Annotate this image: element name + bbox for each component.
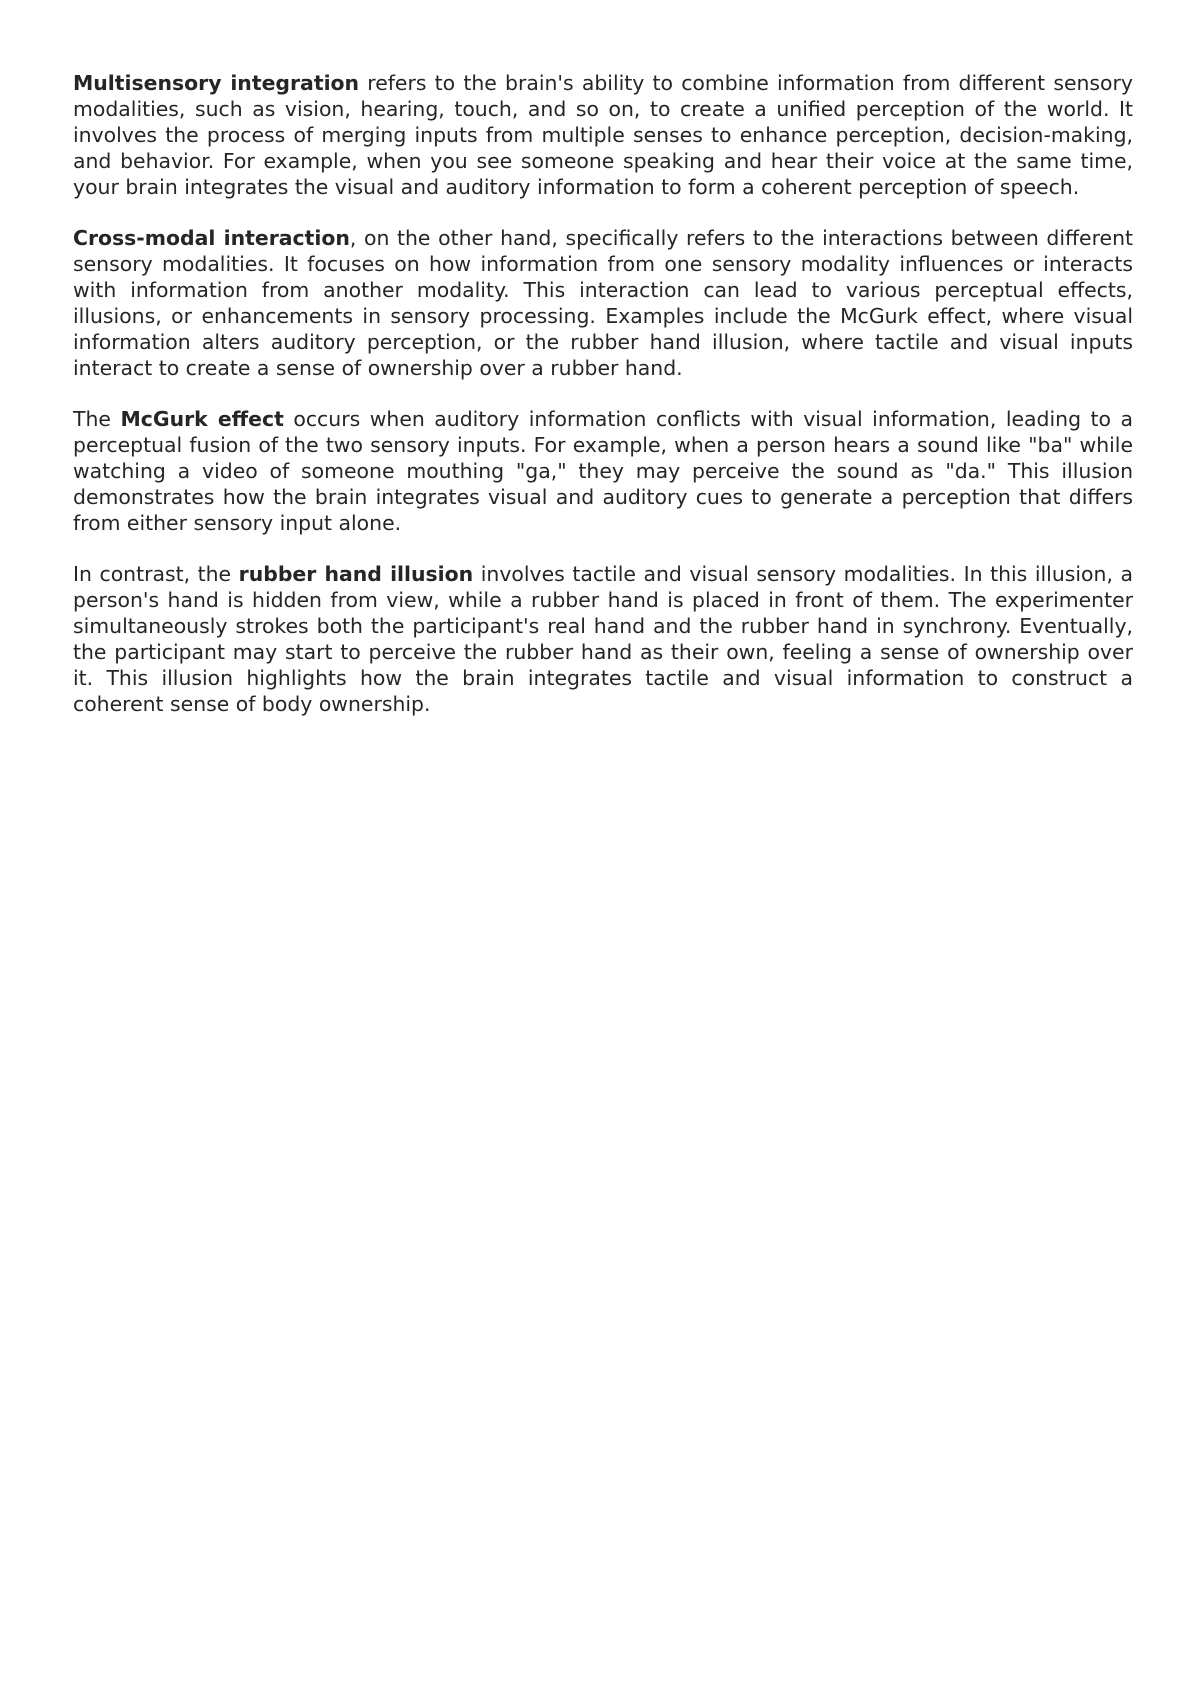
term-mcgurk-effect: McGurk effect <box>120 407 284 431</box>
document-page <box>73 70 1133 742</box>
paragraph-multisensory-integration <box>73 70 1133 200</box>
paragraph-rubber-hand-illusion <box>73 561 1133 717</box>
paragraph-lead: In contrast, the <box>73 562 239 586</box>
paragraph-body: involves tactile and visual sensory modalities. In this illusion, a person's hand is hidden from view, while a rubber hand is placed in front of them. The experimenter simultaneously strokes both the participant's real hand and the rubber hand in synchrony. Eventually, the participant may start to perceive the rubber hand as their own, feeling a sense of ownership over it. This illusion highlights how the brain integrates tactile and visual information to construct a coherent sense of body ownership. <box>73 562 1133 716</box>
paragraph-body: refers to the brain's ability to combine information from different sensory modalities, such as vision, hearing, touch, and so on, to create a unified perception of the world. It involves the process of merging inputs from multiple senses to enhance perception, decision-making, and behavior. For example, when you see someone speaking and hear their voice at the same time, your brain integrates the visual and auditory information to form a coherent perception of speech. <box>73 71 1133 199</box>
term-multisensory-integration: Multisensory integration <box>73 71 360 95</box>
paragraph-mcgurk-effect <box>73 406 1133 536</box>
term-rubber-hand-illusion: rubber hand illusion <box>238 562 474 586</box>
paragraph-cross-modal-interaction <box>73 225 1133 381</box>
paragraph-lead: The <box>73 407 121 431</box>
paragraph-body: , on the other hand, specifically refers to the interactions between different sensory modalities. It focuses on how information from one sensory modality influences or interacts with information from another modality. This interaction can lead to various perceptual effects, illusions, or enhancements in sensory processing. Examples include the McGurk effect, where visual information alters auditory perception, or the rubber hand illusion, where tactile and visual inputs interact to create a sense of ownership over a rubber hand. <box>73 226 1134 380</box>
paragraph-body: occurs when auditory information conflicts with visual information, leading to a perceptual fusion of the two sensory inputs. For example, when a person hears a sound like "ba" while watching a video of someone mouthing "ga," they may perceive the sound as "da." This illusion demonstrates how the brain integrates visual and auditory cues to generate a perception that differs from either sensory input alone. <box>73 407 1134 535</box>
term-cross-modal-interaction: Cross-modal interaction <box>73 226 350 250</box>
